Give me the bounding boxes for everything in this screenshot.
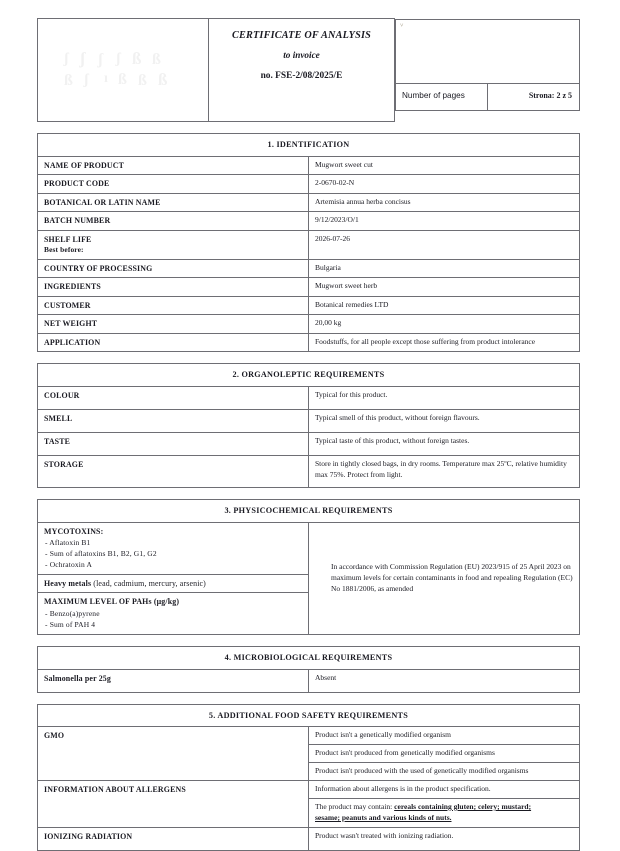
radiation-label: IONIZING RADIATION xyxy=(38,827,309,850)
shelf-life-label: SHELF LIFE xyxy=(44,234,92,244)
table-row xyxy=(38,156,580,174)
row-value: Foodstuffs, for all people except those suffering from product intolerance xyxy=(309,333,580,351)
row-label: NAME OF PRODUCT xyxy=(38,156,309,174)
section-heading-row xyxy=(38,704,580,727)
table-row-shelf-life xyxy=(38,230,580,259)
header-row xyxy=(38,19,581,122)
heavy-metals-label: Heavy metals xyxy=(44,579,92,589)
section1-heading: 1. IDENTIFICATION xyxy=(38,134,580,157)
mycotoxin-item: - Aflatoxin B1 xyxy=(44,538,303,549)
row-value: Store in tightly closed bags, in dry rooms. Temperature max 25ºC, relative humidity max 75%. Protect from light. xyxy=(309,456,580,488)
section-heading-row xyxy=(38,646,580,669)
table-row-allergens xyxy=(38,781,580,799)
pah-item: - Sum of PAH 4 xyxy=(44,620,303,631)
row-value: Typical smell of this product, without foreign flavours. xyxy=(309,410,580,433)
table-row xyxy=(38,387,580,410)
section-heading-row xyxy=(38,500,580,523)
company-logo-icon: ʃ ʃ ʃ ʃ ß ß ß ʃ ı ß ß ß xyxy=(64,49,168,89)
row-value: Artemisia annua herba concisus xyxy=(309,193,580,211)
row-value: Typical for this product. xyxy=(309,387,580,410)
row-value: Mugwort sweet cut xyxy=(309,156,580,174)
row-label: NET WEIGHT xyxy=(38,315,309,333)
section-physicochemical-table xyxy=(37,499,580,635)
table-row-gmo xyxy=(38,727,580,745)
row-value: 9/12/2023/O/1 xyxy=(309,212,580,230)
table-row xyxy=(38,669,580,692)
allergen-list-line2: sesame; peanuts and various kinds of nuts. xyxy=(315,812,452,822)
row-value: 2-0670-02-N xyxy=(309,175,580,193)
row-label: BATCH NUMBER xyxy=(38,212,309,230)
heavy-metals-cell xyxy=(38,575,309,593)
row-label: TASTE xyxy=(38,433,309,456)
table-row xyxy=(38,259,580,277)
section2-heading: 2. ORGANOLEPTIC REQUIREMENTS xyxy=(38,364,580,387)
row-value: Mugwort sweet herb xyxy=(309,278,580,296)
pah-cell xyxy=(38,593,309,634)
allergen-list-line1: cereals containing gluten; celery; mustard; xyxy=(394,801,532,811)
row-value: Typical taste of this product, without foreign tastes. xyxy=(309,433,580,456)
section5-heading: 5. ADDITIONAL FOOD SAFETY REQUIREMENTS xyxy=(38,704,580,727)
row-label: COLOUR xyxy=(38,387,309,410)
title-cell xyxy=(209,19,395,122)
mycotoxin-item: - Sum of aflatoxins B1, B2, G1, G2 xyxy=(44,549,303,560)
allergens-value-specification: Information about allergens is in the product specification. xyxy=(309,781,580,799)
row-label: STORAGE xyxy=(38,456,309,488)
regulation-reference-cell: In accordance with Commission Regulation (EU) 2023/915 of 25 April 2023 on maximum levels for certain contaminants in food and repealing Regulation (EC) No 1881/2006, as amended xyxy=(309,522,580,634)
document-number: no. FSE-2/08/2025/E xyxy=(260,71,343,82)
page-count-row xyxy=(396,83,580,110)
row-value: Absent xyxy=(309,669,580,692)
row-label-shelf-life xyxy=(38,230,309,259)
allergens-label: INFORMATION ABOUT ALLERGENS xyxy=(38,781,309,828)
section4-heading: 4. MICROBIOLOGICAL REQUIREMENTS xyxy=(38,646,580,669)
section-microbiological-table xyxy=(37,646,580,693)
section-heading-row xyxy=(38,134,580,157)
logo-cell xyxy=(38,19,209,122)
number-of-pages-label: Number of pages xyxy=(396,83,488,110)
table-row xyxy=(38,333,580,351)
row-label: COUNTRY OF PROCESSING xyxy=(38,259,309,277)
gmo-value: Product isn't produced with the used of genetically modified organisms xyxy=(309,763,580,781)
table-row xyxy=(38,193,580,211)
mycotoxins-cell xyxy=(38,522,309,574)
may-contain-prefix: The product may contain: xyxy=(315,801,395,811)
meta-blank-cell xyxy=(396,19,580,83)
pah-item: - Benzo(a)pyrene xyxy=(44,609,303,620)
gmo-value: Product isn't produced from genetically modified organisms xyxy=(309,745,580,763)
table-row xyxy=(38,433,580,456)
mycotoxin-item: - Ochratoxin A xyxy=(44,560,303,571)
document-subtitle: to invoice xyxy=(283,49,320,60)
section-additional-safety-table xyxy=(37,704,580,851)
row-label: APPLICATION xyxy=(38,333,309,351)
table-row xyxy=(38,212,580,230)
document-title: CERTIFICATE OF ANALYSIS xyxy=(232,30,371,41)
section-organoleptic-table xyxy=(37,363,580,488)
section3-heading: 3. PHYSICOCHEMICAL REQUIREMENTS xyxy=(38,500,580,523)
row-label: PRODUCT CODE xyxy=(38,175,309,193)
gmo-value: Product isn't a genetically modified organism xyxy=(309,727,580,745)
stray-mark-icon: ˅ xyxy=(400,22,404,29)
row-label: BOTANICAL OR LATIN NAME xyxy=(38,193,309,211)
row-label: SMELL xyxy=(38,410,309,433)
table-row xyxy=(38,410,580,433)
radiation-value: Product wasn't treated with ionizing radiation. xyxy=(309,827,580,850)
mycotoxins-title: MYCOTOXINS: xyxy=(44,526,104,536)
heavy-metals-detail: (lead, cadmium, mercury, arsenic) xyxy=(93,579,206,589)
row-value: 2026-07-26 xyxy=(309,230,580,259)
row-value: Bulgaria xyxy=(309,259,580,277)
meta-blank-row xyxy=(396,19,580,83)
row-value: Botanical remedies LTD xyxy=(309,296,580,314)
page-number-value: Strona: 2 z 5 xyxy=(488,83,580,110)
table-row xyxy=(38,278,580,296)
allergens-value-may-contain xyxy=(309,798,580,827)
table-row xyxy=(38,315,580,333)
gmo-label: GMO xyxy=(38,727,309,781)
document-header-table xyxy=(37,18,580,122)
table-row xyxy=(38,296,580,314)
row-label: Salmonella per 25g xyxy=(38,669,309,692)
row-label: INGREDIENTS xyxy=(38,278,309,296)
best-before-label: Best before: xyxy=(44,245,84,255)
table-row-mycotoxins xyxy=(38,522,580,574)
section-identification-table xyxy=(37,133,580,352)
table-row xyxy=(38,456,580,488)
pah-title: MAXIMUM LEVEL OF PAHs (µg/kg) xyxy=(44,597,180,607)
page-info-table xyxy=(395,19,580,111)
row-value: 20,00 kg xyxy=(309,315,580,333)
row-label: CUSTOMER xyxy=(38,296,309,314)
table-row xyxy=(38,175,580,193)
section-heading-row xyxy=(38,364,580,387)
header-meta-cell xyxy=(395,19,581,122)
